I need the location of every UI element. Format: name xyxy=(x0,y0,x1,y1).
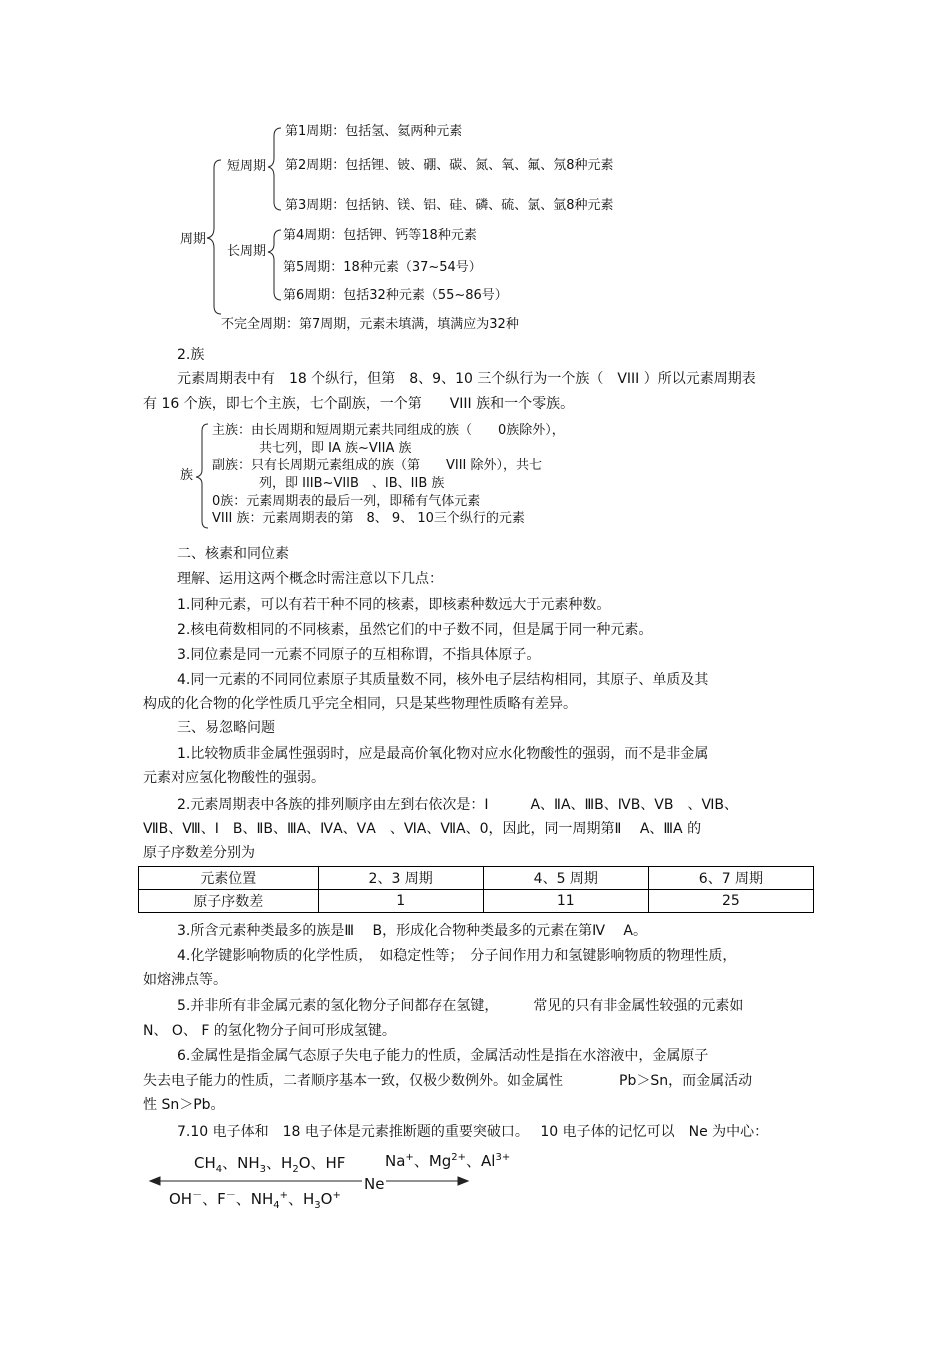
family-heading: 2.族 xyxy=(177,347,205,363)
zero-family: 0族：元素周期表的最后一列，即稀有气体元素 xyxy=(212,494,481,509)
long-period-label: 长周期 xyxy=(227,244,267,259)
isotope-intro: 理解、运用这两个概念时需注意以下几点： xyxy=(177,571,443,587)
ne-upper-left-formulas: $CH_4$、$NH_3$、$H_2O$、HF xyxy=(194,1154,346,1175)
family-para-line1: 元素周期表中有 18 个纵行，但第 8、9、10 三个纵行为一个族（ VIII ）所以元素周期表 xyxy=(177,371,756,387)
issue-1b: 元素对应氢化物酸性的强弱。 xyxy=(143,770,325,786)
isotope-point-1: 1.同种元素，可以有若干种不同的核素，即核素种数远大于元素种数。 xyxy=(177,597,611,613)
period-2: 第2周期：包括锂、铍、硼、碳、氮、氧、氟、氖8种元素 xyxy=(285,158,614,173)
period-6: 第6周期：包括32种元素（55~86号） xyxy=(283,288,508,303)
family-para-line2: 有 16 个族，即七个主族，七个副族，一个第 VIII 族和一个零族。 xyxy=(143,396,575,412)
ne-center-label: Ne xyxy=(364,1175,385,1193)
period-3: 第3周期：包括钠、镁、铝、硅、磷、硫、氯、氩8种元素 xyxy=(285,198,614,213)
period-incomplete: 不完全周期：第7周期，元素未填满，填满应为32种 xyxy=(221,317,519,332)
issue-6c: 性 Sn＞Pb。 xyxy=(143,1097,225,1113)
table-header-cell: 2、3 周期 xyxy=(318,867,483,890)
main-family-line1: 主族：由长周期和短周期元素共同组成的族（ 0族除外）， xyxy=(212,423,565,438)
issue-2b: ⅦB、Ⅷ、Ⅰ B、ⅡB、ⅢA、ⅣA、ⅤA 、ⅥA、ⅦA、0，因此，同一周期第Ⅱ A、ⅢA 的 xyxy=(143,821,702,837)
isotope-point-4b: 构成的化合物的化学性质几乎完全相同，只是某些物理性质略有差异。 xyxy=(143,696,577,712)
table-header-cell: 4、5 周期 xyxy=(483,867,648,890)
table-cell: 1 xyxy=(318,890,483,913)
issues-heading: 三、易忽略问题 xyxy=(177,720,275,736)
table-cell: 11 xyxy=(483,890,648,913)
period-root-label: 周期 xyxy=(180,232,207,247)
isotope-heading: 二、核素和同位素 xyxy=(177,546,289,562)
table-cell: 25 xyxy=(648,890,813,913)
issue-2c: 原子序数差分别为 xyxy=(143,845,255,861)
isotope-point-3: 3.同位素是同一元素不同原子的互相称谓，不指具体原子。 xyxy=(177,647,541,663)
ne-upper-right-ions: Na+、$Mg^{2+}$、$Al^{3+}$ xyxy=(385,1152,511,1170)
issue-2a: 2.元素周期表中各族的排列顺序由左到右依次是：Ⅰ A、ⅡA、ⅢB、ⅣB、ⅤB 、ⅥB、 xyxy=(177,797,739,813)
issue-1a: 1.比较物质非金属性强弱时，应是最高价氧化物对应水化物酸性的强弱，而不是非金属 xyxy=(177,746,709,762)
table-header-cell: 元素位置 xyxy=(139,867,319,890)
table-cell: 原子序数差 xyxy=(139,890,319,913)
family-root-label: 族 xyxy=(180,468,194,483)
issue-5a: 5.并非所有非金属元素的氢化物分子间都存在氢键， 常见的只有非金属性较强的元素如 xyxy=(177,998,744,1014)
issue-4a: 4.化学键影响物质的化学性质， 如稳定性等； 分子间作用力和氢键影响物质的物理性质， xyxy=(177,948,737,964)
viii-family: VIII 族：元素周期表的第 8、 9、 10三个纵行的元素 xyxy=(212,511,525,526)
sub-family-line2: 列，即 IIIB~VIIB 、IB、IIB 族 xyxy=(259,476,445,491)
issue-4b: 如熔沸点等。 xyxy=(143,972,227,988)
sub-family-line1: 副族：只有长周期元素组成的族（第 VIII 除外），共七 xyxy=(212,458,543,473)
period-1: 第1周期：包括氢、氦两种元素 xyxy=(285,124,463,139)
ne-lower-ions: OH－、F－、$NH_4^+$、$H_3O^+$ xyxy=(169,1190,341,1211)
isotope-point-4a: 4.同一元素的不同同位素原子其质量数不同，核外电子层结构相同，其原子、单质及其 xyxy=(177,672,709,688)
period-5: 第5周期：18种元素（37~54号） xyxy=(283,260,482,275)
issue-3: 3.所含元素种类最多的族是Ⅲ B，形成化合物种类最多的元素在第Ⅳ A。 xyxy=(177,923,648,939)
issue-6a: 6.金属性是指金属气态原子失电子能力的性质，金属活动性是指在水溶液中，金属原子 xyxy=(177,1048,709,1064)
main-family-line2: 共七列，即 IA 族~VIIA 族 xyxy=(259,441,412,456)
issue-7: 7.10 电子体和 18 电子体是元素推断题的重要突破口。 10 电子体的记忆可以 Ne 为中心： xyxy=(177,1124,769,1140)
isotope-point-2: 2.核电荷数相同的不同核素，虽然它们的中子数不同，但是属于同一种元素。 xyxy=(177,622,653,638)
short-period-label: 短周期 xyxy=(227,159,267,174)
period-4: 第4周期：包括钾、钙等18种元素 xyxy=(283,228,477,243)
issue-5b: N、 O、 F 的氢化物分子间可形成氢键。 xyxy=(143,1023,396,1039)
issue-6b: 失去电子能力的性质，二者顺序基本一致，仅极少数例外。如金属性 Pb＞Sn，而金属活动 xyxy=(143,1073,753,1089)
table-header-cell: 6、7 周期 xyxy=(648,867,813,890)
